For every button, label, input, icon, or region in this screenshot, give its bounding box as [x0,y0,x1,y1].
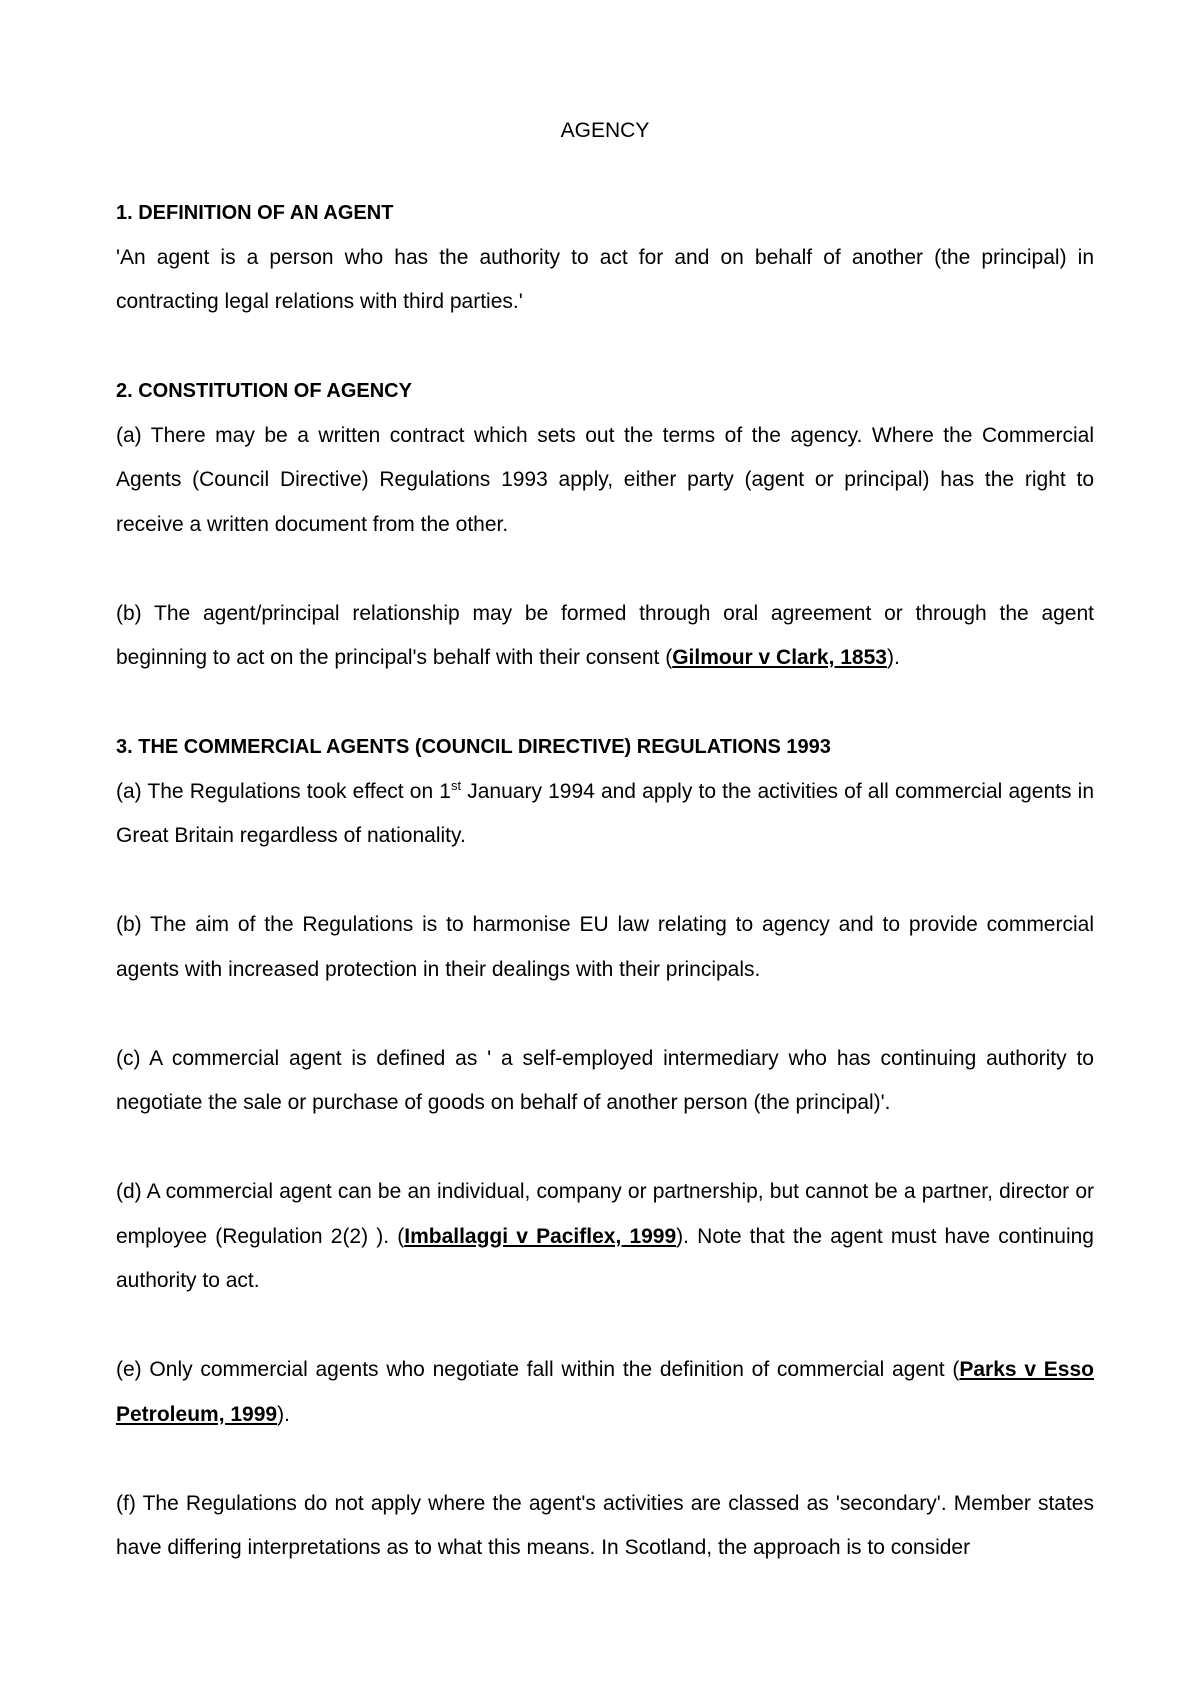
section-heading-definition: 1. DEFINITION OF AN AGENT [116,202,394,224]
paragraph-text: (b) The agent/principal relationship may be formed through oral agreement or through the agent beginning to act on the principal's behalf with their consent ( [116,601,1094,669]
spacer [116,992,1094,1037]
page-title: AGENCY [560,119,650,142]
regulations-paragraph-d [116,1170,1094,1304]
document-body [116,109,1094,1571]
case-citation-link[interactable]: Parks v Esso Petroleum, 1999 [116,1358,1094,1426]
regulations-paragraph-c: (c) A commercial agent is defined as ' a self-employed intermediary who has continuing authority to negotiate the sale or purchase of goods on behalf of another person (the principal)'. [116,1046,1094,1114]
paragraph-text: (a) The Regulations took effect on 1 [116,779,451,803]
paragraph-text: (e) Only commercial agents who negotiate fall within the definition of commercial agent ( [116,1358,960,1381]
ordinal-superscript: st [450,777,462,793]
spacer [116,325,1094,370]
case-citation-link[interactable]: Gilmour v Clark, 1853 [672,646,887,669]
section-heading-regulations: 3. THE COMMERCIAL AGENTS (COUNCIL DIRECTIVE) REGULATIONS 1993 [116,736,831,758]
paragraph-text: January 1994 and apply to the activities of all commercial agents in Great Britain regardless of nationality. [116,779,1094,847]
paragraph-text: ). [277,1402,290,1426]
regulations-paragraph-e [116,1348,1094,1437]
spacer [116,1304,1094,1349]
paragraph-text: (d) A commercial agent can be an individual, company or partnership, but cannot be a partner, director or employee (Regulation 2(2) ). ( [116,1180,1094,1248]
spacer [116,1126,1094,1171]
definition-paragraph: 'An agent is a person who has the authority to act for and on behalf of another (the principal) in contracting legal relations with third parties.' [116,245,1094,313]
case-citation-link[interactable]: Imballaggi v Paciflex, 1999 [404,1224,677,1248]
paragraph-text: ). [886,646,900,669]
regulations-paragraph-b: (b) The aim of the Regulations is to harmonise EU law relating to agency and to provide commercial agents with increased protection in their dealings with their principals. [116,913,1094,981]
spacer [116,859,1094,904]
paragraph-text: ). Note that the agent must have continuing authority to act. [116,1224,1094,1292]
spacer [116,547,1094,592]
spacer [116,681,1094,726]
section-heading-constitution: 2. CONSTITUTION OF AGENCY [116,380,412,402]
constitution-paragraph-b [116,592,1094,681]
spacer [116,1437,1094,1482]
regulations-paragraph-f: (f) The Regulations do not apply where the agent's activities are classed as 'secondary'. Member states have differing interpretations as to what this means. In Scotland, the approach is to consider [116,1491,1094,1559]
regulations-paragraph-a [116,770,1094,859]
constitution-paragraph-a: (a) There may be a written contract which sets out the terms of the agency. Where the Commercial Agents (Council Directive) Regulations 1993 apply, either party (agent or principal) has the right to receive a written document from the other. [116,423,1094,536]
